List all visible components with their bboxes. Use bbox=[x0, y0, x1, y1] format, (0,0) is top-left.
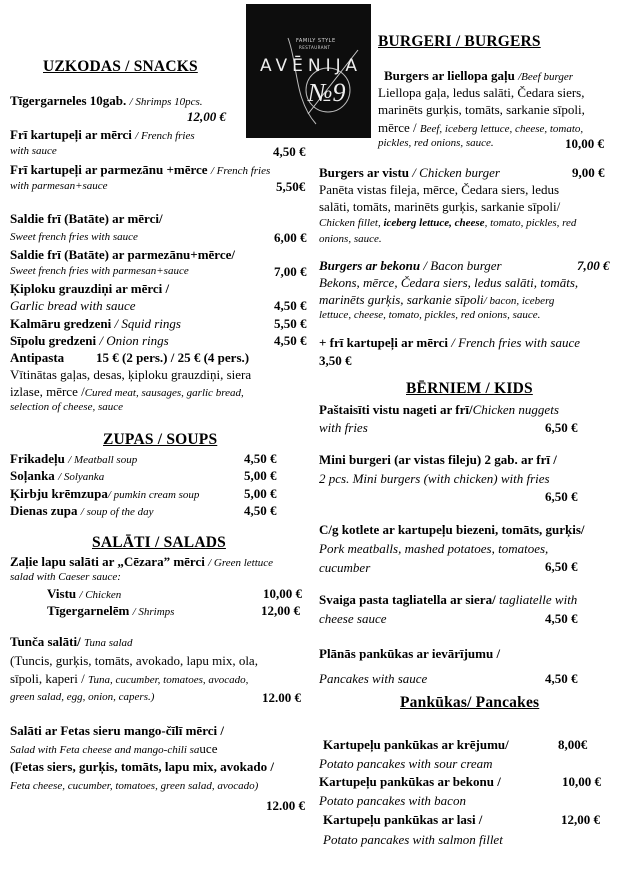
menu-item-desc: salāti, tomāts, marinēts gurķis, sarkanie sīpoli/ bbox=[319, 199, 561, 214]
menu-item-feta-salad: Salāti ar Fetas sieru mango-čīlī mērci / bbox=[10, 723, 224, 738]
price: 12,00 € bbox=[261, 603, 300, 618]
menu-item-en: cucumber bbox=[319, 560, 371, 575]
price: 9,00 € bbox=[572, 165, 605, 180]
menu-item-soup: Frikadeļu / Meatball soup bbox=[10, 451, 138, 466]
menu-item-soup: Dienas zupa / soup of the day bbox=[10, 503, 154, 518]
menu-item-soup: Soļanka / Solyanka bbox=[10, 468, 105, 483]
menu-item-en: Pork meatballs, mashed potatoes, tomatoes, bbox=[319, 541, 549, 556]
menu-item-en: with sauce bbox=[10, 145, 57, 157]
menu-item-en: 2 pcs. Mini burgers (with chicken) with fries bbox=[319, 471, 550, 486]
snacks-heading: UZKODAS / SNACKS bbox=[43, 58, 198, 75]
price: 6,50 € bbox=[545, 420, 578, 435]
price: 10,00 € bbox=[263, 586, 302, 601]
menu-item-desc: Liellopa gaļa, ledus salāti, Čedara siers, bbox=[378, 85, 585, 100]
price: 5,50 € bbox=[274, 316, 307, 331]
menu-item-onion-rings: Sīpolu gredzeni / Onion rings bbox=[10, 333, 169, 348]
menu-item-desc: marinēts gurķis, sarkanie sīpoli/ bacon, iceberg bbox=[319, 292, 555, 307]
menu-item-fries-sauce: Frī kartupeļi ar mērci / French fries bbox=[10, 127, 195, 142]
price: 4,50 € bbox=[274, 333, 307, 348]
price: 6,50 € bbox=[545, 489, 578, 504]
price: 4,50 € bbox=[273, 144, 306, 159]
menu-item-mini-burgers: Mini burgeri (ar vistas fileju) 2 gab. ar frī / bbox=[319, 452, 557, 467]
menu-item-en: Pancakes with sauce bbox=[319, 671, 428, 686]
menu-item-en: onions, sauce. bbox=[319, 233, 382, 245]
restaurant-logo bbox=[246, 4, 371, 138]
price: 4,50 € bbox=[274, 298, 307, 313]
menu-item-desc: Bekons, mērce, Čedara siers, ledus salāti, tomāts, bbox=[319, 275, 579, 290]
menu-item-desc: marinēts gurķis, tomāts, sarkanie sīpoli, bbox=[378, 102, 585, 117]
menu-item-en: Potato pancakes with sour cream bbox=[319, 756, 493, 771]
menu-item-en: Potato pancakes with bacon bbox=[319, 793, 466, 808]
price: 6,00 € bbox=[274, 230, 307, 245]
menu-item-caesar-chicken: Vistu / Chicken bbox=[47, 586, 122, 601]
menu-item-beef-burger: Burgers ar liellopa gaļu /Beef burger bbox=[384, 68, 573, 83]
menu-item-desc: (Tuncis, gurķis, tomāts, avokado, lapu mix, ola, bbox=[10, 653, 258, 668]
menu-item-en: Feta cheese, cucumber, tomatoes, green salad, avocado) bbox=[10, 780, 259, 792]
menu-item-nuggets: Paštaisīti vistu nageti ar frī/Chicken nuggets bbox=[319, 402, 559, 417]
logo-number: №9 bbox=[308, 78, 346, 107]
menu-item-soup: Ķirbju krēmzupa/ pumkin cream soup bbox=[10, 486, 200, 501]
price: 5,00 € bbox=[244, 468, 277, 483]
kids-heading: BĒRNIEM / KIDS bbox=[406, 380, 533, 397]
burgers-heading: BURGERI / BURGERS bbox=[378, 33, 541, 50]
menu-item-fries-parmesan: Frī kartupeļi ar parmezānu +mērce / French fries bbox=[10, 162, 271, 177]
menu-item-en: Potato pancakes with salmon fillet bbox=[323, 832, 503, 847]
logo-tagline-top: FAMILY STYLE bbox=[296, 38, 336, 44]
menu-item-burger-fries: + frī kartupeļi ar mērci / French fries with sauce bbox=[319, 335, 580, 350]
menu-item-en: selection of cheese, sauce bbox=[10, 401, 124, 413]
menu-item-desc: (Fetas siers, gurķis, tomāts, lapu mix, avokado / bbox=[10, 759, 274, 774]
price: 8,00€ bbox=[558, 737, 588, 752]
menu-item-caesar-shrimps: Tīgergarnelēm / Shrimps bbox=[47, 603, 175, 618]
menu-item-en: Sweet french fries with sauce bbox=[10, 231, 138, 243]
price: 12.00 € bbox=[266, 798, 305, 813]
menu-item-en: pickles, red onions, sauce. bbox=[378, 137, 494, 149]
menu-item-bacon-burger: Burgers ar bekonu / Bacon burger bbox=[319, 258, 502, 273]
price: 4,50 € bbox=[545, 671, 578, 686]
logo-brand: AVĒNIJA bbox=[260, 56, 362, 76]
price: 4,50 € bbox=[244, 503, 277, 518]
menu-item-antipasta: Antipasta bbox=[10, 350, 65, 365]
menu-item-desc: Vītinātas gaļas, desas, ķiploku grauzdiņi, siera bbox=[10, 367, 252, 382]
menu-item-pork-cutlet: C/g kotlete ar kartupeļu biezeni, tomāts, gurķis/ bbox=[319, 522, 585, 537]
price: 12,00 € bbox=[561, 812, 600, 827]
menu-item-tiger-shrimps: Tīgergarneles 10gab. / Shrimps 10pcs. bbox=[10, 93, 203, 108]
menu-item-en: Salad with Feta cheese and mango-chili sauce bbox=[10, 741, 218, 756]
price: 7,00 € bbox=[577, 258, 610, 273]
price: 4,50 € bbox=[545, 611, 578, 626]
menu-item-en: with parmesan+sauce bbox=[10, 180, 108, 192]
soups-heading: ZUPAS / SOUPS bbox=[103, 431, 218, 448]
menu-item-caesar: Zaļie lapu salāti ar „Cēzara” mērci / Green lettuce bbox=[10, 554, 274, 569]
menu-item-pancakes-jam: Plānās pankūkas ar ievārījumu / bbox=[319, 646, 501, 661]
menu-item-chicken-burger: Burgers ar vistu / Chicken burger bbox=[319, 165, 500, 180]
menu-item-en: with fries bbox=[319, 420, 368, 435]
menu-item-en: green salad, egg, onion, capers.) bbox=[10, 691, 155, 703]
menu-item-potato-pancakes-cream: Kartupeļu pankūkas ar krējumu/ bbox=[323, 737, 509, 752]
menu-item-potato-pancakes-bacon: Kartupeļu pankūkas ar bekonu / bbox=[319, 774, 501, 789]
price: 3,50 € bbox=[319, 353, 352, 368]
menu-item-sweet-fries: Saldie frī (Batāte) ar mērci/ bbox=[10, 211, 163, 226]
menu-item-potato-pancakes-salmon: Kartupeļu pankūkas ar lasi / bbox=[323, 812, 483, 827]
price: 5,50€ bbox=[276, 179, 306, 194]
menu-item-desc: izlase, mērce /Cured meat, sausages, garlic bread, bbox=[10, 384, 244, 399]
price: 12,00 € bbox=[187, 109, 226, 124]
menu-item-en: Chicken fillet, iceberg lettuce, cheese, tomato, pickles, red bbox=[319, 217, 577, 229]
price: 5,00 € bbox=[244, 486, 277, 501]
menu-item-sweet-fries-parmesan: Saldie frī (Batāte) ar parmezānu+mērce/ bbox=[10, 247, 235, 262]
price: 10,00 € bbox=[565, 136, 604, 151]
menu-item-en: cheese sauce bbox=[319, 611, 387, 626]
menu-item-squid: Kalmāru gredzeni / Squid rings bbox=[10, 316, 181, 331]
salads-heading: SALĀTI / SALADS bbox=[92, 534, 226, 551]
menu-item-garlic-bread: Ķiploku grauzdiņi ar mērci / bbox=[10, 281, 170, 296]
menu-item-desc: Panēta vistas fileja, mērce, Čedara siers, ledus bbox=[319, 182, 560, 197]
price: 7,00 € bbox=[274, 264, 307, 279]
menu-item-desc: sīpoli, kaperi / Tuna, cucumber, tomatoes, avocado, bbox=[10, 671, 249, 686]
price: 12.00 € bbox=[262, 690, 301, 705]
price: 15 € (2 pers.) / 25 € (4 pers.) bbox=[96, 350, 250, 365]
price: 10,00 € bbox=[562, 774, 601, 789]
menu-item-desc: mērce / Beef, iceberg lettuce, cheese, tomato, bbox=[378, 120, 584, 135]
menu-item-tuna-salad: Tunča salāti/ Tuna salad bbox=[10, 634, 133, 649]
price: 6,50 € bbox=[545, 559, 578, 574]
menu-item-en: salad with Caeser sauce: bbox=[10, 571, 121, 583]
menu-item-en: Sweet french fries with parmesan+sauce bbox=[10, 265, 189, 277]
menu-item-en: lettuce, cheese, tomato, pickles, red onions, sauce. bbox=[319, 309, 541, 321]
menu-item-pasta: Svaiga pasta tagliatella ar siera/ tagliatelle with bbox=[319, 592, 578, 607]
logo-tagline-bottom: RESTAURANT bbox=[299, 45, 331, 50]
pancakes-heading: Pankūkas/ Pancakes bbox=[400, 694, 540, 711]
menu-item-en: Garlic bread with sauce bbox=[10, 298, 136, 313]
price: 4,50 € bbox=[244, 451, 277, 466]
